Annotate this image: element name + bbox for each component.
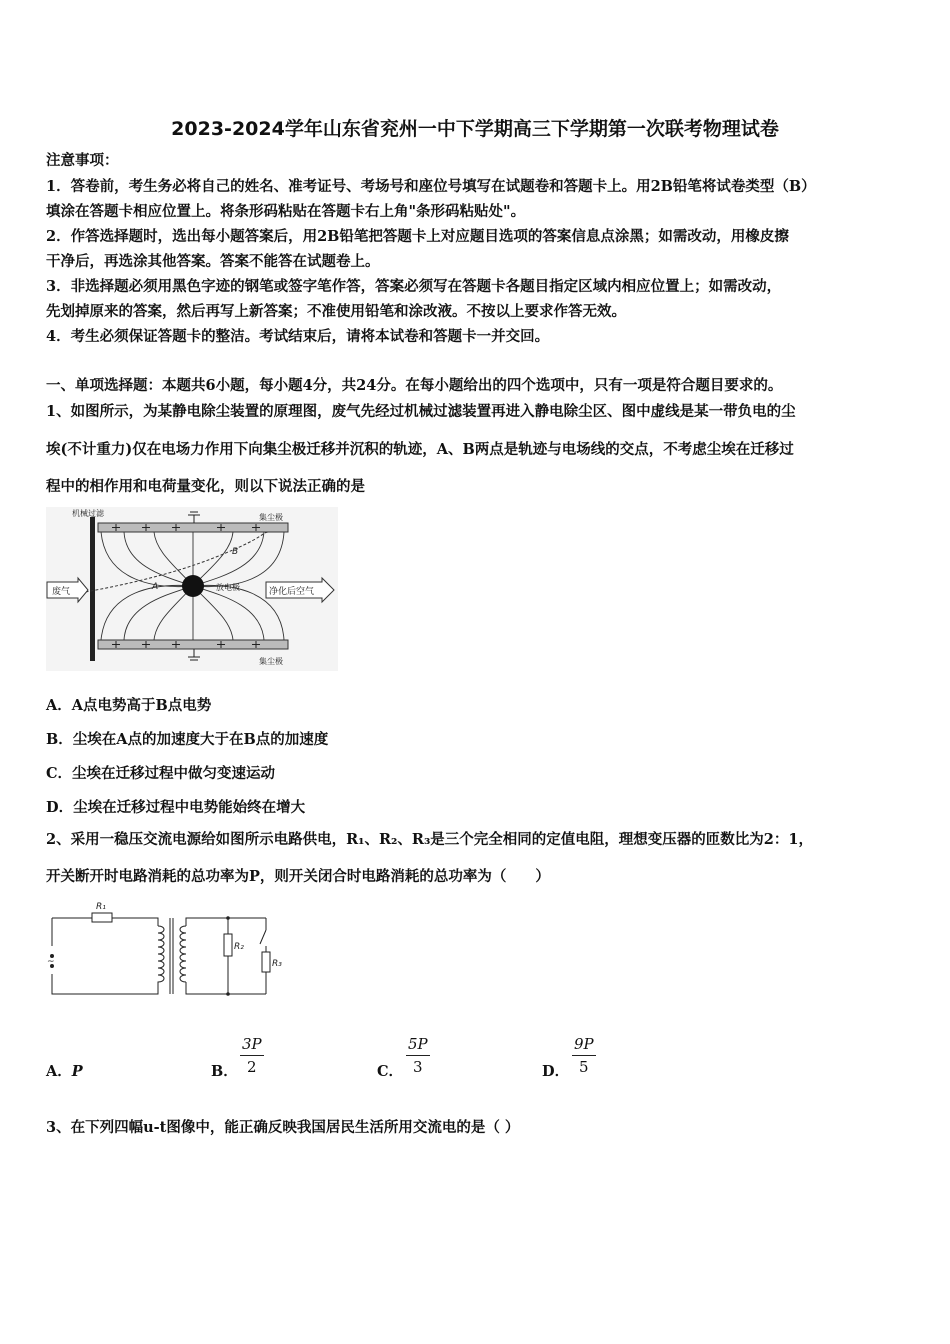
q2-stem-line: 2、采用一稳压交流电源给如图所示电路供电，R₁、R₂、R₃是三个完全相同的定值电阻，理想变压器的匝数比为2：1， xyxy=(46,831,813,848)
fraction-numerator: 9P xyxy=(574,1035,594,1053)
q2-option-b-fraction xyxy=(240,1035,264,1076)
section-heading: 一、单项选择题：本题共6小题，每小题4分，共24分。在每小题给出的四个选项中，只有一项是符合题目要求的。 xyxy=(46,377,783,394)
inlet-label: 废气 xyxy=(52,587,71,597)
q1-stem-line: 程中的相作用和电荷量变化，则以下说法正确的是 xyxy=(46,478,365,495)
q2-option-a-value: P xyxy=(71,1063,83,1080)
filter-label: 机械过滤 xyxy=(72,509,104,518)
filter-plate xyxy=(90,517,95,661)
notice-line: 2．作答选择题时，选出每小题答案后，用2B铅笔把答题卡上对应题目选项的答案信息点涂黑；如需改动，用橡皮擦 xyxy=(46,228,789,245)
q1-option-d: D．尘埃在迁移过程中电势能始终在增大 xyxy=(46,799,306,816)
q2-option-a xyxy=(46,1060,83,1081)
q2-option-c-fraction xyxy=(406,1035,430,1076)
q2-option-a-label: A． xyxy=(46,1063,72,1080)
electrostatic-precipitator-figure xyxy=(46,507,338,671)
q2-option-c-label: C． xyxy=(377,1063,404,1080)
r1-label: R₁ xyxy=(96,902,106,912)
q2-stem-line: 开关断开时电路消耗的总功率为P，则开关闭合时电路消耗的总功率为（ ） xyxy=(46,868,550,885)
discharge-electrode xyxy=(182,575,204,597)
q2-option-b-label: B． xyxy=(211,1063,238,1080)
notice-line: 填涂在答题卡相应位置上。将条形码粘贴在答题卡右上角"条形码粘贴处"。 xyxy=(46,203,526,220)
fraction-numerator: 5P xyxy=(408,1035,428,1053)
q2-option-d-label: D． xyxy=(542,1063,570,1080)
page-title: 2023-2024学年山东省兖州一中下学期高三下学期第一次联考物理试卷 xyxy=(171,118,779,140)
notice-line: 3．非选择题必须用黑色字迹的钢笔或签字笔作答，答案必须写在答题卡各题目指定区域内相应位置上；如需改动， xyxy=(46,278,782,295)
collector-top-label: 集尘极 xyxy=(259,513,283,522)
q1-option-b: B．尘埃在A点的加速度大于在B点的加速度 xyxy=(46,731,329,748)
outlet-label: 净化后空气 xyxy=(269,587,315,597)
fraction-numerator: 3P xyxy=(242,1035,262,1053)
notice-heading: 注意事项： xyxy=(46,152,119,169)
discharge-label: 放电极 xyxy=(216,583,240,592)
notice-line: 1．答卷前，考生务必将自己的姓名、准考证号、考场号和座位号填写在试题卷和答题卡上。用2B铅笔将试卷类型（B） xyxy=(46,178,816,195)
r2-label: R₂ xyxy=(234,942,244,952)
point-b-label: B xyxy=(232,547,239,557)
q1-option-a: A．A点电势高于B点电势 xyxy=(46,697,212,714)
fraction-denominator: 2 xyxy=(247,1058,257,1076)
collector-bottom-label: 集尘极 xyxy=(259,657,283,666)
q1-stem-line: 1、如图所示，为某静电除尘装置的原理图，废气先经过机械过滤装置再进入静电除尘区、图中虚线是某一带负电的尘 xyxy=(46,403,796,420)
notice-line: 先划掉原来的答案，然后再写上新答案；不准使用铅笔和涂改液。不按以上要求作答无效。 xyxy=(46,303,626,320)
fraction-denominator: 5 xyxy=(579,1058,589,1076)
q1-option-c: C．尘埃在迁移过程中做匀变速运动 xyxy=(46,765,276,782)
transformer-circuit-figure xyxy=(46,896,296,1000)
r3-label: R₃ xyxy=(272,959,282,969)
notice-line: 4．考生必须保证答题卡的整洁。考试结束后，请将本试卷和答题卡一并交回。 xyxy=(46,328,550,345)
q2-option-d-fraction xyxy=(572,1035,596,1076)
q3-stem: 3、在下列四幅u-t图像中，能正确反映我国居民生活所用交流电的是（ ） xyxy=(46,1119,520,1136)
source-label: ~ xyxy=(47,957,55,967)
point-a-label: A xyxy=(152,582,159,592)
q1-stem-line: 埃(不计重力)仅在电场力作用下向集尘极迁移并沉积的轨迹，A、B两点是轨迹与电场线的交点，不考虑尘埃在迁移过 xyxy=(46,441,794,458)
fraction-denominator: 3 xyxy=(413,1058,423,1076)
notice-line: 干净后，再选涂其他答案。答案不能答在试题卷上。 xyxy=(46,253,380,270)
